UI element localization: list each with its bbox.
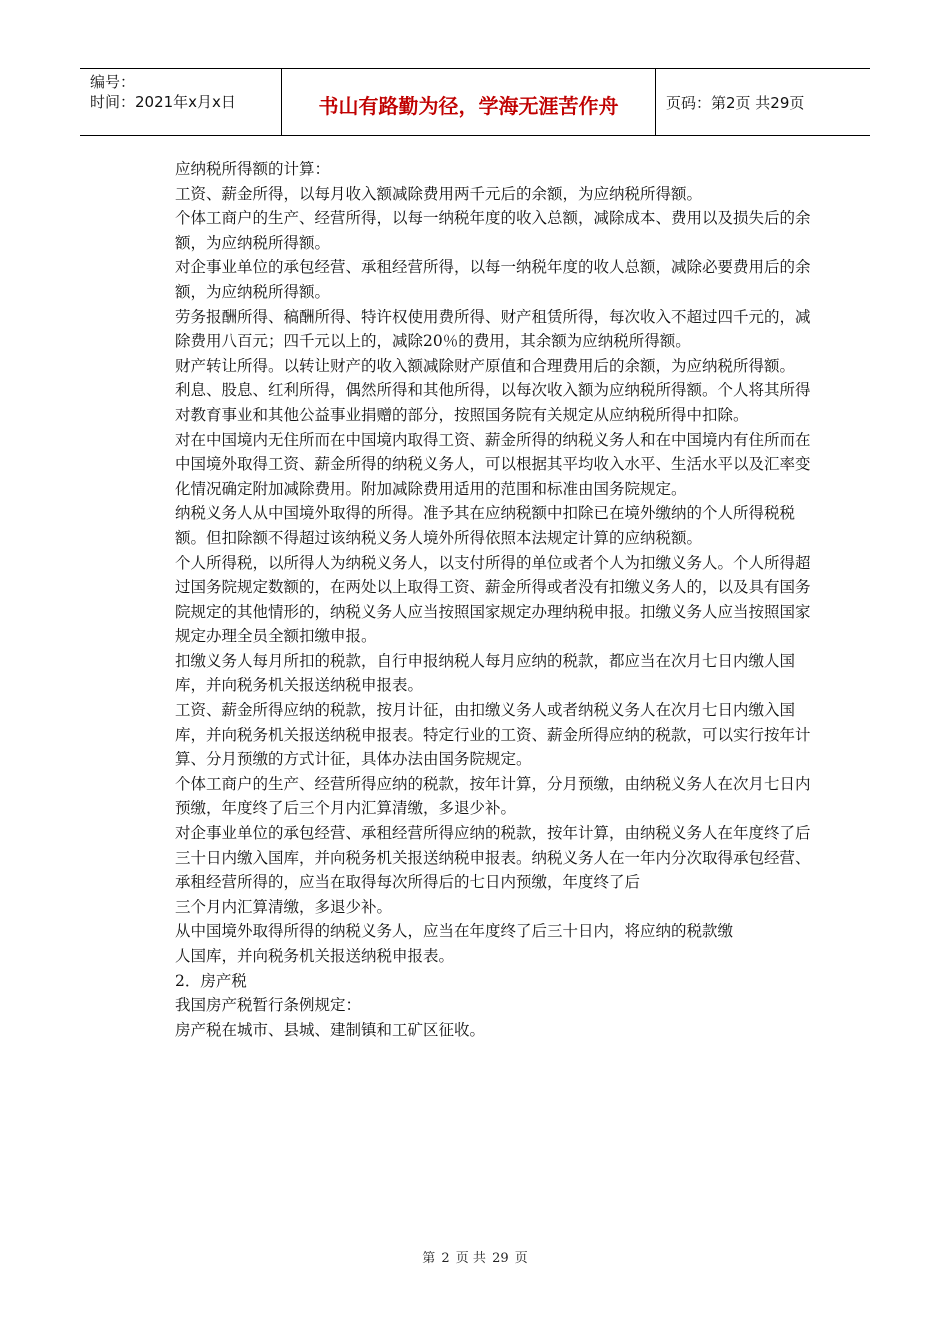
header-page-cell [656, 69, 870, 135]
header-motto-cell [282, 69, 656, 135]
paragraph: 个体工商户的生产、经营所得，以每一纳税年度的收入总额，减除成本、费用以及损失后的余额，为应纳税所得额。 [175, 209, 811, 252]
paragraph: 对在中国境内无住所而在中国境内取得工资、薪金所得的纳税义务人和在中国境内有住所而在中国境外取得工资、薪金所得的纳税义务人，可以根据其平均收入水平、生活水平以及汇率变化情况确定附加减除费用。附加减除费用适用的范围和标准由国务院规定。 [175, 430, 811, 498]
page-footer [0, 1247, 950, 1266]
paragraph: 劳务报酬所得、稿酬所得、特许权使用费所得、财产租赁所得，每次收入不超过四千元的，减除费用八百元；四千元以上的，减除20％的费用，其余额为应纳税所得额。 [175, 307, 811, 351]
paragraph: 人国库，并向税务机关报送纳税申报表。 [175, 947, 455, 965]
paragraph: 对企事业单位的承包经营、承租经营所得，以每一纳税年度的收人总额，减除必要费用后的余额，为应纳税所得额。 [175, 258, 811, 301]
paragraph: 房产税在城市、县城、建制镇和工矿区征收。 [175, 1020, 486, 1039]
header-motto: 书山有路勤为径，学海无涯苦作舟 [318, 93, 619, 118]
document-body [175, 157, 815, 1042]
footer-suffix: 页 [514, 1251, 528, 1266]
footer-total-pages: 29 [492, 1251, 509, 1266]
page-header [80, 68, 870, 136]
paragraph: 利息、股息、红利所得，偶然所得和其他所得，以每次收入额为应纳税所得额。个人将其所得对教育事业和其他公益事业捐赠的部分，按照国务院有关规定从应纳税所得中扣除。 [175, 381, 811, 424]
paragraph: 个体工商户的生产、经营所得应纳的税款，按年计算，分月预缴，由纳税义务人在次月七日内预缴，年度终了后三个月内汇算清缴，多退少补。 [175, 774, 811, 818]
document-number-label: 编号： [90, 73, 136, 91]
paragraph: 工资、薪金所得应纳的税款，按月计征，由扣缴义务人或者纳税义务人在次月七日内缴入国库，并向税务机关报送纳税申报表。特定行业的工资、薪金所得应纳的税款，可以实行按年计算、分月预缴的方式计征，具体办法由国务院规定。 [175, 701, 811, 769]
paragraph: 从中国境外取得所得的纳税义务人，应当在年度终了后三十日内，将应纳的税款缴 [175, 922, 734, 941]
paragraph: 三个月内汇算清缴，多退少补。 [175, 897, 393, 916]
paragraph: 纳税义务人从中国境外取得的所得。准予其在应纳税额中扣除已在境外缴纳的个人所得税税额。但扣除额不得超过该纳税义务人境外所得依照本法规定计算的应纳税额。 [175, 504, 796, 547]
paragraph: 财产转让所得。以转让财产的收入额减除财产原值和合理费用后的余额，为应纳税所得额。 [175, 356, 796, 375]
paragraph: 个人所得税，以所得人为纳税义务人，以支付所得的单位或者个人为扣缴义务人。个人所得超过国务院规定数额的，在两处以上取得工资、薪金所得或者没有扣缴义务人的，以及具有国务院规定的其他情形的，纳税义务人应当按照国家规定办理纳税申报。扣缴义务人应当按照国家规定办理全员全额扣缴申报。 [175, 553, 811, 646]
footer-page-number: 2 [441, 1251, 450, 1266]
document-date-label: 时间：2021年x月x日 [90, 93, 236, 111]
paragraph: 对企事业单位的承包经营、承租经营所得应纳的税款，按年计算，由纳税义务人在年度终了后三十日内缴入国库，并向税务机关报送纳税申报表。纳税义务人在一年内分次取得承包经营、承租经营所得的，应当在取得每次所得后的七日内预缴，年度终了后 [175, 824, 811, 892]
footer-mid: 页 共 [455, 1251, 486, 1266]
footer-prefix: 第 [422, 1251, 436, 1266]
section-heading: 2．房产税 [175, 971, 247, 990]
header-meta [80, 69, 282, 135]
paragraph: 应纳税所得额的计算： [175, 160, 331, 178]
header-page-label: 页码：第2页 共29页 [666, 93, 805, 112]
paragraph: 工资、薪金所得，以每月收入额减除费用两千元后的余额，为应纳税所得额。 [175, 184, 703, 203]
paragraph: 扣缴义务人每月所扣的税款，自行申报纳税人每月应纳的税款，都应当在次月七日内缴人国库，并向税务机关报送纳税申报表。 [175, 651, 796, 695]
paragraph: 我国房产税暂行条例规定： [175, 996, 362, 1015]
